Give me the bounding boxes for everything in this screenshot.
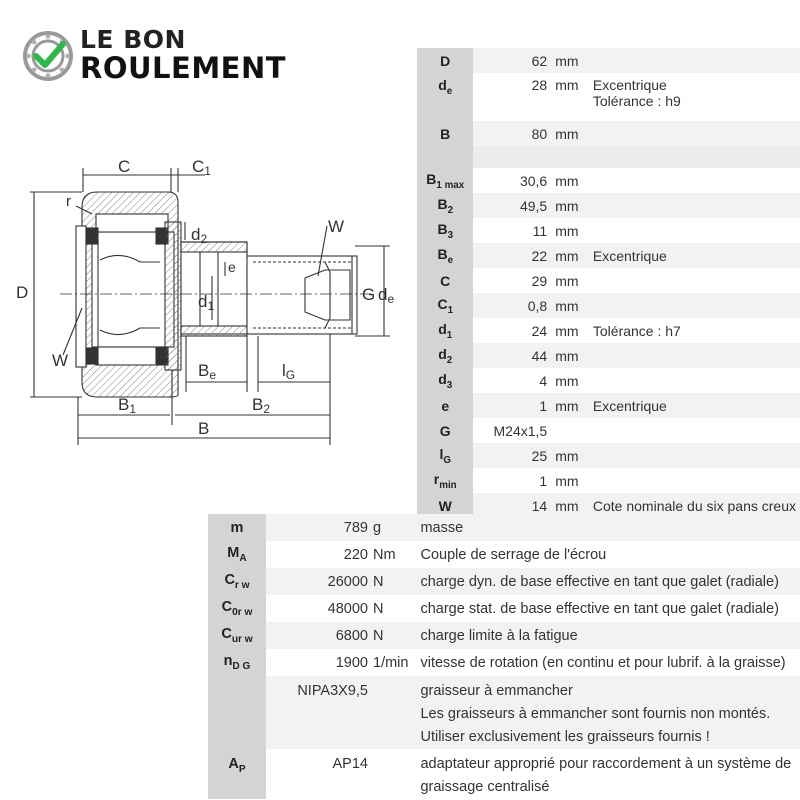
label-B: B [198, 419, 210, 438]
param-sub: 3 [447, 229, 454, 241]
param-description [412, 649, 800, 676]
param-description [412, 676, 800, 749]
param-value: 80 [473, 121, 551, 146]
param-sub: 2 [447, 204, 454, 216]
param-value: M24x1,5 [473, 418, 551, 443]
param-symbol [417, 218, 473, 243]
param-unit: mm [551, 443, 585, 468]
param-unit: mm [551, 218, 585, 243]
param-value: 28 [473, 73, 551, 121]
table-row [417, 268, 800, 293]
label-W-left: W [52, 351, 69, 370]
description-line: Tolérance : h7 [592, 322, 681, 339]
label-G: G [362, 285, 376, 304]
param-key: m [230, 519, 244, 536]
param-sub: 1 max [436, 179, 465, 191]
param-key: l [439, 445, 444, 462]
param-symbol [417, 243, 473, 268]
table-row [208, 676, 800, 749]
label-d2: d2 [191, 225, 208, 246]
param-symbol [417, 468, 473, 493]
param-symbol [417, 318, 473, 343]
param-description [585, 193, 800, 218]
spacer-cell [473, 146, 551, 168]
param-description [585, 218, 800, 243]
param-unit: mm [551, 121, 585, 146]
param-unit: mm [551, 73, 585, 121]
param-unit: 1/min [370, 649, 412, 676]
param-key: A [228, 756, 239, 772]
param-description [412, 622, 800, 649]
param-sub: e [446, 85, 453, 97]
table-row [208, 514, 800, 541]
label-r: r [66, 193, 71, 210]
param-unit [551, 418, 585, 443]
param-description [585, 121, 800, 146]
param-symbol [417, 121, 473, 146]
param-symbol [208, 568, 266, 595]
brand-line1: LE BON [80, 25, 186, 54]
description-line: Les graisseurs à emmancher sont fournis non montés. [420, 706, 771, 722]
param-value: 48000 [266, 595, 370, 622]
param-value: 11 [473, 218, 551, 243]
param-value: 1 [473, 468, 551, 493]
param-sub: 2 [446, 354, 453, 366]
label-B1: B1 [118, 395, 137, 416]
param-description [585, 293, 800, 318]
param-unit: mm [551, 193, 585, 218]
param-unit: mm [551, 318, 585, 343]
spacer-cell [417, 146, 473, 168]
table-row [417, 73, 800, 121]
table-row [417, 193, 800, 218]
param-description [412, 514, 800, 541]
table-row [417, 343, 800, 368]
label-de: de [378, 285, 395, 306]
label-C1: C1 [192, 157, 211, 178]
description-line: charge limite à la fatigue [420, 627, 578, 644]
param-symbol [208, 541, 266, 568]
param-symbol [417, 73, 473, 121]
table-row [208, 595, 800, 622]
table-row [417, 293, 800, 318]
param-value: 1 [473, 393, 551, 418]
param-value: 26000 [266, 568, 370, 595]
param-description [585, 318, 800, 343]
param-unit: mm [551, 48, 585, 73]
param-unit: mm [551, 293, 585, 318]
param-description [585, 443, 800, 468]
description-line: graissage centralisé [420, 779, 550, 795]
param-key: e [441, 397, 450, 414]
param-value: 24 [473, 318, 551, 343]
param-value: 4 [473, 368, 551, 393]
param-key: C [221, 599, 233, 616]
param-key: C [437, 295, 448, 312]
param-value: 30,6 [473, 168, 551, 193]
param-symbol [417, 168, 473, 193]
description-line: Utiliser exclusivement les graisseurs fournis ! [420, 729, 710, 745]
description-line: Excentrique [592, 77, 667, 93]
param-sub: G [443, 454, 451, 466]
param-unit: mm [551, 168, 585, 193]
param-key: B [437, 195, 448, 212]
param-symbol [417, 293, 473, 318]
param-key: d [438, 320, 447, 337]
param-value: 220 [266, 541, 370, 568]
label-d1: d1 [198, 292, 215, 313]
param-unit: mm [551, 468, 585, 493]
param-value: NIPA3X9,5 [266, 676, 370, 749]
table-row [417, 121, 800, 146]
param-unit: Nm [370, 541, 412, 568]
param-description [585, 268, 800, 293]
table-row [417, 243, 800, 268]
table-row [417, 418, 800, 443]
description-line: charge dyn. de base effective en tant que galet (radiale) [420, 573, 779, 590]
param-key: D [440, 52, 451, 69]
param-symbol [417, 268, 473, 293]
param-key: d [438, 345, 447, 362]
param-symbol [417, 368, 473, 393]
param-symbol [208, 514, 266, 541]
param-sub: 3 [446, 379, 453, 391]
param-value: 44 [473, 343, 551, 368]
description-line: Couple de serrage de l'écrou [420, 546, 607, 563]
param-unit [370, 676, 412, 749]
param-unit [370, 749, 412, 799]
param-description [585, 468, 800, 493]
param-description [585, 418, 800, 443]
param-unit: N [370, 622, 412, 649]
label-D: D [16, 283, 29, 302]
param-value: 1900 [266, 649, 370, 676]
bearing-technical-drawing [0, 150, 400, 450]
param-key: B [437, 220, 448, 237]
param-unit: N [370, 568, 412, 595]
param-description [585, 243, 800, 268]
param-sub: 0r w [232, 606, 253, 618]
param-value: 789 [266, 514, 370, 541]
param-key: B [440, 125, 451, 142]
table-row [208, 622, 800, 649]
param-unit: mm [551, 493, 585, 518]
param-unit: mm [551, 393, 585, 418]
param-key: B [437, 245, 448, 262]
spacer-cell [551, 146, 585, 168]
properties-table [208, 514, 800, 799]
param-value: 0,8 [473, 293, 551, 318]
param-value: 25 [473, 443, 551, 468]
param-key: W [438, 497, 452, 514]
table-row [417, 168, 800, 193]
description-line: graisseur à emmancher [420, 683, 573, 699]
param-sub: e [447, 254, 454, 266]
param-sub: r w [234, 579, 250, 591]
param-sub: ur w [231, 633, 253, 645]
param-key: d [438, 77, 447, 93]
param-key: M [227, 545, 240, 562]
label-Be: Be [198, 361, 217, 382]
brand-logo[interactable] [22, 26, 312, 86]
param-unit: mm [551, 268, 585, 293]
param-value: 49,5 [473, 193, 551, 218]
param-description [412, 749, 800, 799]
description-line: Cote nominale du six pans creux [592, 497, 796, 514]
label-W-top: W [328, 217, 345, 236]
param-symbol [417, 193, 473, 218]
label-C: C [118, 157, 131, 176]
table-spacer-row [417, 146, 800, 168]
param-description [585, 393, 800, 418]
description-line: adaptateur approprié pour raccordement à un système de [420, 756, 792, 772]
param-sub: D G [232, 660, 251, 672]
param-key: B [426, 170, 437, 187]
table-row [417, 318, 800, 343]
table-row [208, 749, 800, 799]
param-value: 14 [473, 493, 551, 518]
param-sub: A [239, 552, 247, 564]
param-description [585, 73, 800, 121]
param-value: 62 [473, 48, 551, 73]
description-line: Tolérance : h9 [592, 93, 681, 109]
param-description [412, 595, 800, 622]
table-row [208, 541, 800, 568]
bearing-check-icon [22, 30, 74, 82]
param-symbol [208, 622, 266, 649]
dimensions-table [417, 48, 800, 518]
param-symbol [208, 676, 266, 749]
param-key: C [224, 572, 235, 589]
table-row [417, 443, 800, 468]
param-key: C [440, 272, 451, 289]
description-line: Excentrique [592, 397, 667, 414]
param-value: 6800 [266, 622, 370, 649]
param-key: r [433, 470, 440, 487]
param-description [412, 541, 800, 568]
param-description [585, 168, 800, 193]
label-lG: lG [282, 361, 296, 382]
param-key: n [223, 653, 233, 670]
param-description [585, 368, 800, 393]
param-symbol [208, 595, 266, 622]
description-line: charge stat. de base effective en tant que galet (radiale) [420, 600, 779, 617]
param-description [412, 568, 800, 595]
description-line: vitesse de rotation (en continu et pour lubrif. à la graisse) [420, 654, 786, 671]
label-e: e [228, 259, 236, 275]
table-row [208, 568, 800, 595]
param-key: C [221, 626, 232, 643]
brand-line2: ROULEMENT [80, 51, 287, 85]
param-value: 29 [473, 268, 551, 293]
param-unit: g [370, 514, 412, 541]
param-value: AP14 [266, 749, 370, 799]
spacer-cell [585, 146, 800, 168]
param-sub: P [238, 763, 246, 775]
table-row [417, 393, 800, 418]
param-sub: min [439, 479, 457, 491]
table-row [417, 468, 800, 493]
table-row [417, 48, 800, 73]
param-description [585, 343, 800, 368]
description-line: masse [420, 519, 464, 536]
param-key: G [439, 422, 451, 439]
param-symbol [417, 418, 473, 443]
param-description [585, 48, 800, 73]
param-symbol [417, 343, 473, 368]
table-row [417, 368, 800, 393]
param-sub: 1 [447, 304, 454, 316]
label-B2: B2 [252, 395, 271, 416]
param-value: 22 [473, 243, 551, 268]
param-symbol [208, 749, 266, 799]
table-row [208, 649, 800, 676]
param-symbol [417, 393, 473, 418]
param-symbol [208, 649, 266, 676]
param-unit: mm [551, 343, 585, 368]
param-symbol [417, 48, 473, 73]
param-key: d [438, 370, 447, 387]
param-unit: mm [551, 368, 585, 393]
param-symbol [417, 443, 473, 468]
param-unit: N [370, 595, 412, 622]
table-row [417, 218, 800, 243]
param-unit: mm [551, 243, 585, 268]
description-line: Excentrique [592, 247, 667, 264]
param-sub: 1 [446, 329, 453, 341]
